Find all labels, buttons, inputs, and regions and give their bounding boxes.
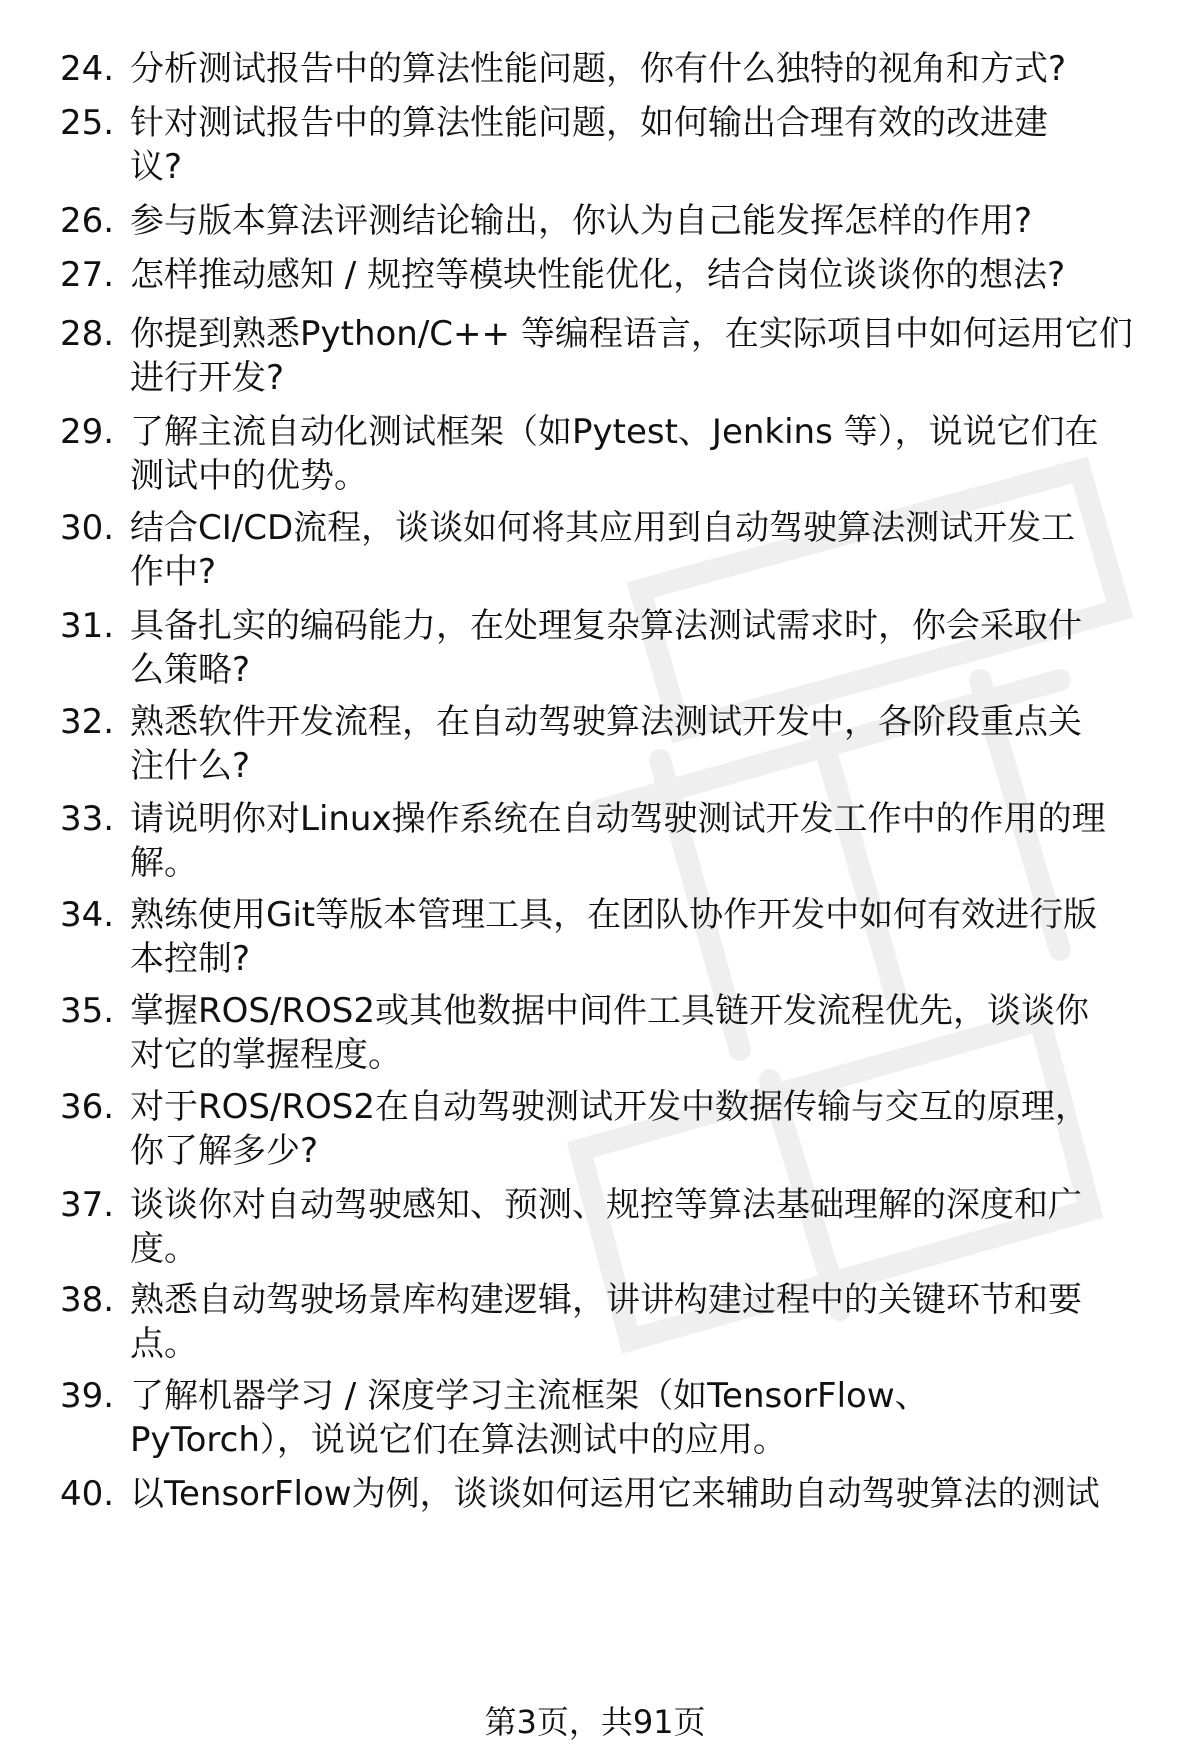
question-text: 熟悉自动驾驶场景库构建逻辑，讲讲构建过程中的关键环节和要 [130, 1280, 1082, 1320]
question-number: 29. [60, 412, 115, 452]
question-text-continued: 进行开发? [130, 358, 285, 398]
question-number: 39. [60, 1376, 115, 1416]
question-text-continued: 点。 [130, 1324, 198, 1364]
question-text: 谈谈你对自动驾驶感知、预测、规控等算法基础理解的深度和广 [130, 1185, 1082, 1225]
question-text-continued: 测试中的优势。 [130, 456, 368, 496]
question-number: 35. [60, 991, 115, 1031]
question-text-continued: 作中? [130, 552, 217, 592]
question-text-continued: 么策略? [130, 650, 251, 690]
question-text: 参与版本算法评测结论输出，你认为自己能发挥怎样的作用? [130, 201, 1033, 241]
question-text: 分析测试报告中的算法性能问题，你有什么独特的视角和方式? [130, 49, 1067, 89]
question-number: 34. [60, 895, 115, 935]
question-text-continued: 度。 [130, 1229, 198, 1269]
question-text-continued: 对它的掌握程度。 [130, 1035, 402, 1075]
question-text-continued: 本控制? [130, 939, 251, 979]
question-number: 26. [60, 201, 115, 241]
question-number: 28. [60, 314, 115, 354]
question-number: 27. [60, 255, 115, 295]
question-text-continued: 你了解多少? [130, 1131, 319, 1171]
question-text: 具备扎实的编码能力，在处理复杂算法测试需求时，你会采取什 [130, 606, 1082, 646]
question-number: 33. [60, 799, 115, 839]
question-text: 对于ROS/ROS2在自动驾驶测试开发中数据传输与交互的原理， [130, 1087, 1090, 1127]
question-text: 掌握ROS/ROS2或其他数据中间件工具链开发流程优先，谈谈你 [130, 991, 1090, 1031]
question-text: 你提到熟悉Python/C++ 等编程语言，在实际项目中如何运用它们 [130, 314, 1133, 354]
question-text: 熟悉软件开发流程，在自动驾驶算法测试开发中，各阶段重点关 [130, 702, 1082, 742]
question-number: 24. [60, 49, 115, 89]
question-text: 以TensorFlow为例，谈谈如何运用它来辅助自动驾驶算法的测试 [130, 1474, 1100, 1514]
question-text: 结合CI/CD流程，谈谈如何将其应用到自动驾驶算法测试开发工 [130, 508, 1076, 548]
question-number: 31. [60, 606, 115, 646]
question-number: 37. [60, 1185, 115, 1225]
question-text: 了解主流自动化测试框架（如Pytest、Jenkins 等），说说它们在 [130, 412, 1099, 452]
question-number: 32. [60, 702, 115, 742]
question-number: 36. [60, 1087, 115, 1127]
question-number: 40. [60, 1474, 115, 1514]
question-text: 熟练使用Git等版本管理工具，在团队协作开发中如何有效进行版 [130, 895, 1098, 935]
question-text: 怎样推动感知 / 规控等模块性能优化，结合岗位谈谈你的想法? [130, 255, 1066, 295]
question-text: 了解机器学习 / 深度学习主流框架（如TensorFlow、 [130, 1376, 929, 1416]
question-text: 请说明你对Linux操作系统在自动驾驶测试开发工作中的作用的理 [130, 799, 1106, 839]
question-text-continued: 注什么? [130, 746, 251, 786]
question-number: 25. [60, 103, 115, 143]
question-text-continued: 解。 [130, 843, 198, 883]
question-number: 38. [60, 1280, 115, 1320]
question-text: 针对测试报告中的算法性能问题，如何输出合理有效的改进建 [130, 103, 1048, 143]
question-text-continued: PyTorch），说说它们在算法测试中的应用。 [130, 1420, 787, 1460]
question-number: 30. [60, 508, 115, 548]
question-text-continued: 议? [130, 147, 183, 187]
page-number-footer: 第3页，共91页 [484, 1703, 706, 1741]
